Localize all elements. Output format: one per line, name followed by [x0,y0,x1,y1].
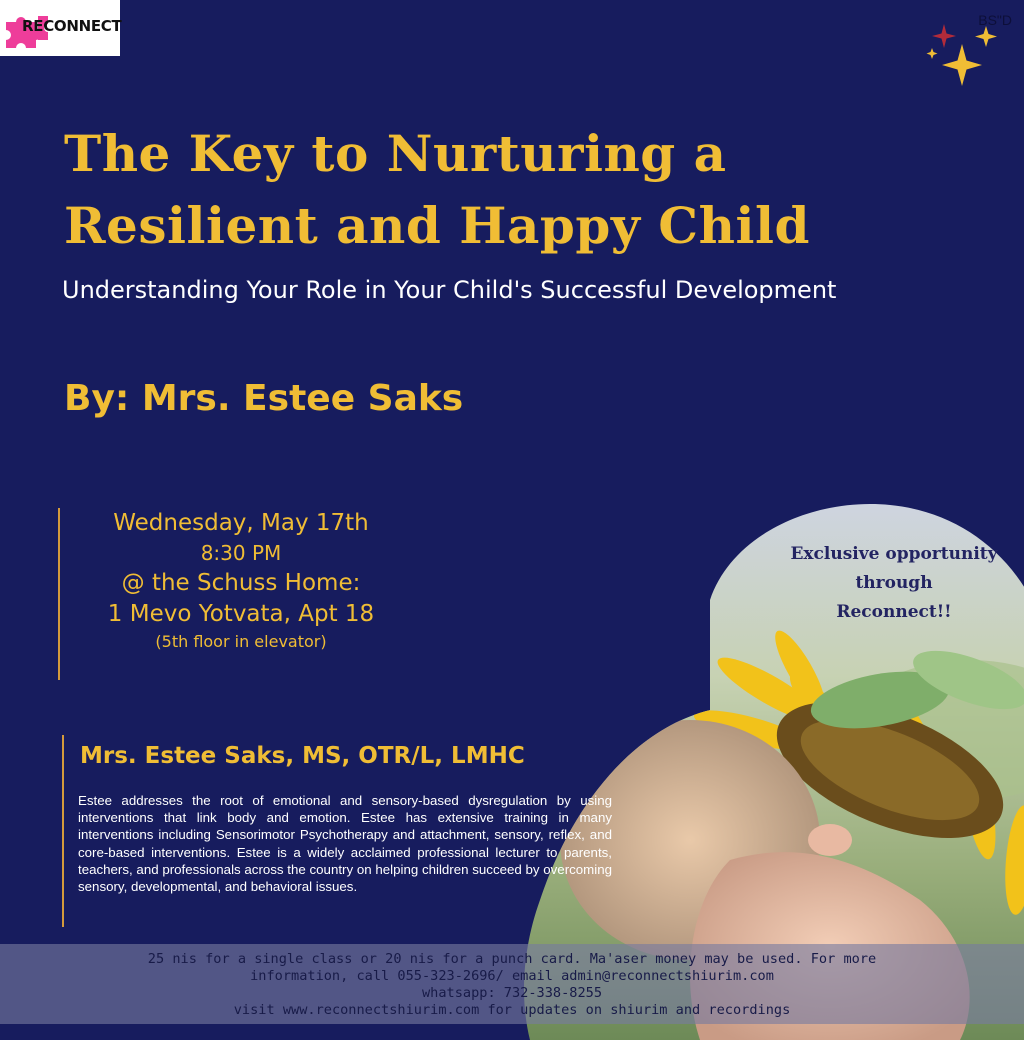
subtitle: Understanding Your Role in Your Child's Successful Development [62,276,837,304]
event-venue: @ the Schuss Home: [121,570,361,596]
reconnect-logo [0,0,120,56]
bio-divider [62,735,64,927]
footer-line-4: visit www.reconnectshiurim.com for updates on shiurim and recordings [233,1002,791,1018]
promo-line-2: through [855,573,933,593]
promo-line-1: Exclusive opportunity [790,544,998,564]
footer-line-2: information, call 055-323-2696/ email admin@reconnectshiurim.com [250,968,774,984]
title-line-2: Resilient and Happy Child [64,196,810,255]
speaker-bio: Estee addresses the root of emotional and sensory-based dysregulation by using interventions that link body and emotion. Estee has extensive training in many interventions including Sensorimotor Psychotherapy and attachment, sensory, reflex, and core-based interventions. Estee is a widely acclaimed professional lecturer to parents, teachers, and professionals across the country on helping children succeed by overcoming sensory, developmental, and behavioral issues. [78,793,612,895]
footer-line-3: whatsapp: 732-338-8255 [421,985,603,1001]
page-title [64,118,964,262]
title-line-1: The Key to Nurturing a [64,124,727,183]
speaker-credentials: Mrs. Estee Saks, MS, OTR/L, LMHC [80,743,525,769]
bsd-mark: BS"D [978,12,1012,28]
event-date: Wednesday, May 17th [113,510,369,536]
event-details [62,508,420,654]
event-note: (5th floor in elevator) [155,632,327,651]
footer-line-1: 25 nis for a single class or 20 nis for a punch card. Ma'aser money may be used. For more [147,951,877,967]
event-time: 8:30 PM [200,541,282,565]
event-divider [58,508,60,680]
speaker-byline: By: Mrs. Estee Saks [64,378,464,419]
event-address: 1 Mevo Yotvata, Apt 18 [107,601,375,627]
promo-text [770,540,1018,627]
promo-line-3: Reconnect!! [836,602,952,622]
sparkles-icon [920,18,1010,90]
footer-info [0,951,1024,1019]
logo-text: RECONNECT [22,17,122,35]
